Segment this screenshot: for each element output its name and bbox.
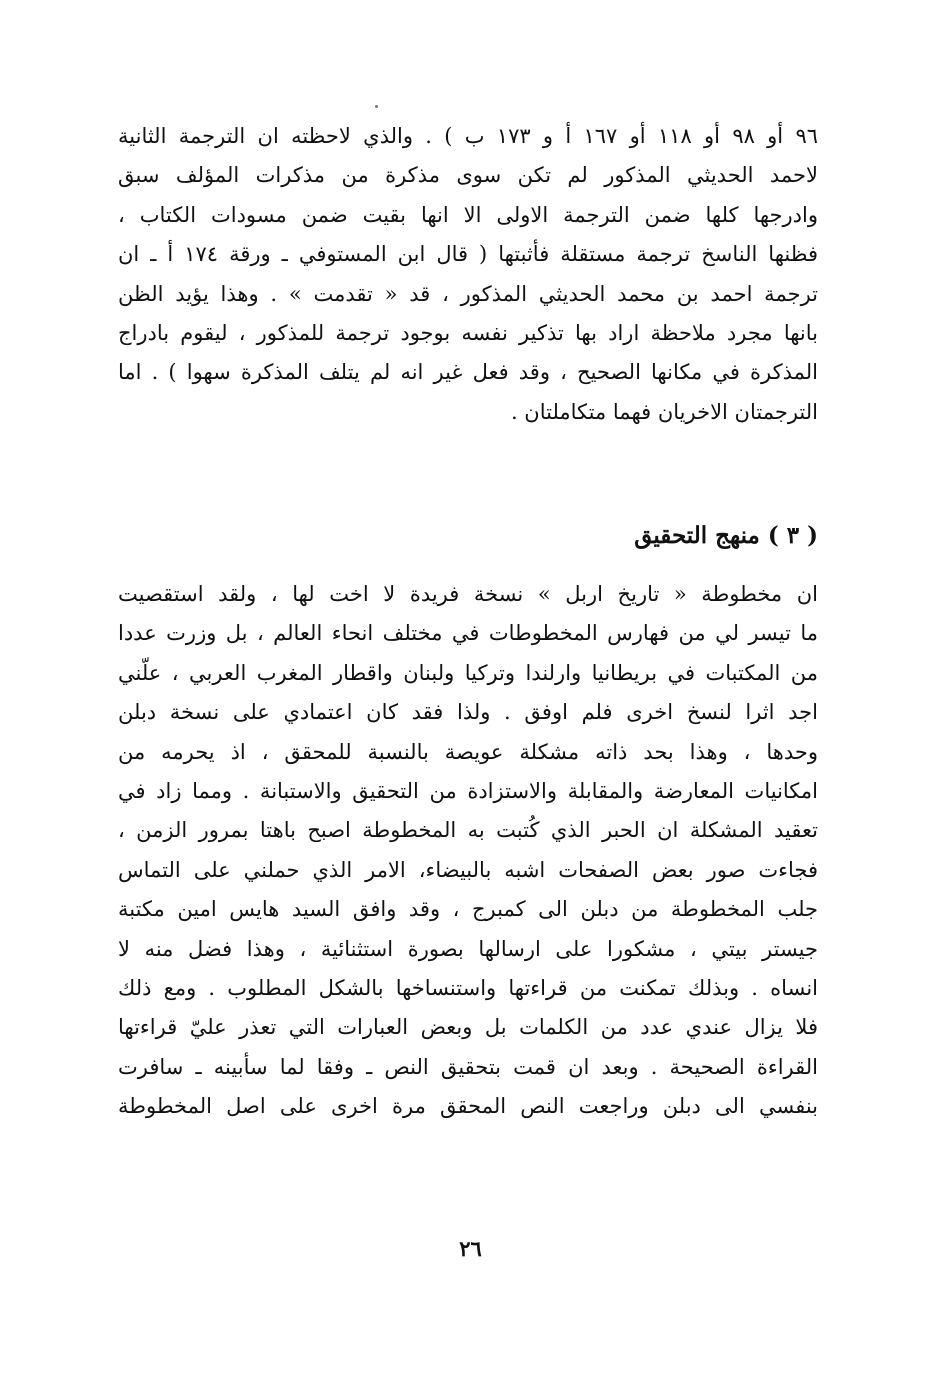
text-line: المذكرة في مكانها الصحيح ، وقد فعل غير انه لم يتلف المذكرة سهوا ) . اما: [118, 360, 818, 385]
paragraph-1: [118, 117, 818, 432]
text-line: لاحمد الحديثي المذكور لم تكن سوى مذكرة من مذكرات المؤلف سبق: [118, 163, 818, 188]
text-line: فظنها الناسخ ترجمة مستقلة فأثبتها ( قال ابن المستوفي ـ ورقة ١٧٤ أ ـ ان: [118, 242, 818, 267]
text-line: ما تيسر لي من فهارس المخطوطات في مختلف انحاء العالم ، بل وزرت عددا: [118, 621, 818, 646]
text-line: وادرجها كلها ضمن الترجمة الاولى الا انها بقيت ضمن مسودات الكتاب ،: [118, 202, 818, 227]
text-line: وحدها ، وهذا بحد ذاته مشكلة عويصة بالنسبة للمحقق ، اذ يحرمه من: [118, 739, 818, 764]
speck-mark: [375, 105, 378, 108]
text-line: انساه . وبذلك تمكنت من قراءتها واستنساخها بالشكل المطلوب . ومع ذلك: [118, 975, 818, 1000]
page-number: ٢٦: [459, 1236, 482, 1261]
text-line: بانها مجرد ملاحظة اراد بها تذكير نفسه بوجود ترجمة للمذكور ، ليقوم بادراج: [118, 320, 818, 345]
text-line: بنفسي الى دبلن وراجعت النص المحقق مرة اخرى على اصل المخطوطة: [118, 1094, 818, 1119]
text-line: فلا يزال عندي عدد من الكلمات بل وبعض العبارات التي تعذر عليّ قراءتها: [118, 1015, 818, 1040]
section-heading: ( ٣ ) منهج التحقيق: [634, 522, 818, 549]
text-line: الترجمتان الاخريان فهما متكاملتان .: [510, 399, 818, 424]
text-line: تعقيد المشكلة ان الحبر الذي كُتبت به المخطوطة اصبح باهتا بمرور الزمن ،: [118, 818, 818, 843]
text-line: فجاءت صور بعض الصفحات اشبه بالبيضاء، الامر الذي حملني على التماس: [118, 857, 818, 882]
text-line: جيستر بيتي ، مشكورا على ارسالها بصورة استثنائية ، وهذا فضل منه لا: [118, 936, 818, 961]
text-line: ٩٦ أو ٩٨ أو ١١٨ أو ١٦٧ أ و ١٧٣ ب ) . والذي لاحظته ان الترجمة الثانية: [118, 124, 818, 148]
text-line: القراءة الصحيحة . وبعد ان قمت بتحقيق النص ـ وفقا لما سأبينه ـ سافرت: [118, 1054, 818, 1079]
text-line: امكانيات المعارضة والمقابلة والاستزادة من التحقيق والاستبانة . ومما زاد في: [118, 778, 818, 803]
text-line: من المكتبات في بريطانيا وارلندا وتركيا ولبنان واقطار المغرب العربي ، علّني: [118, 660, 818, 685]
paragraph-2: [118, 575, 818, 1126]
text-line: ان مخطوطة « تاريخ اربل » نسخة فريدة لا اخت لها ، ولقد استقصيت: [118, 582, 818, 606]
text-line: جلب المخطوطة من دبلن الى كمبرج ، وقد وافق السيد هايس امين مكتبة: [118, 897, 818, 922]
text-line: ترجمة احمد بن محمد الحديثي المذكور ، قد « تقدمت » . وهذا يؤيد الظن: [118, 281, 818, 306]
text-line: اجد اثرا لنسخ اخرى فلم اوفق . ولذا فقد كان اعتمادي على نسخة دبلن: [118, 700, 818, 725]
